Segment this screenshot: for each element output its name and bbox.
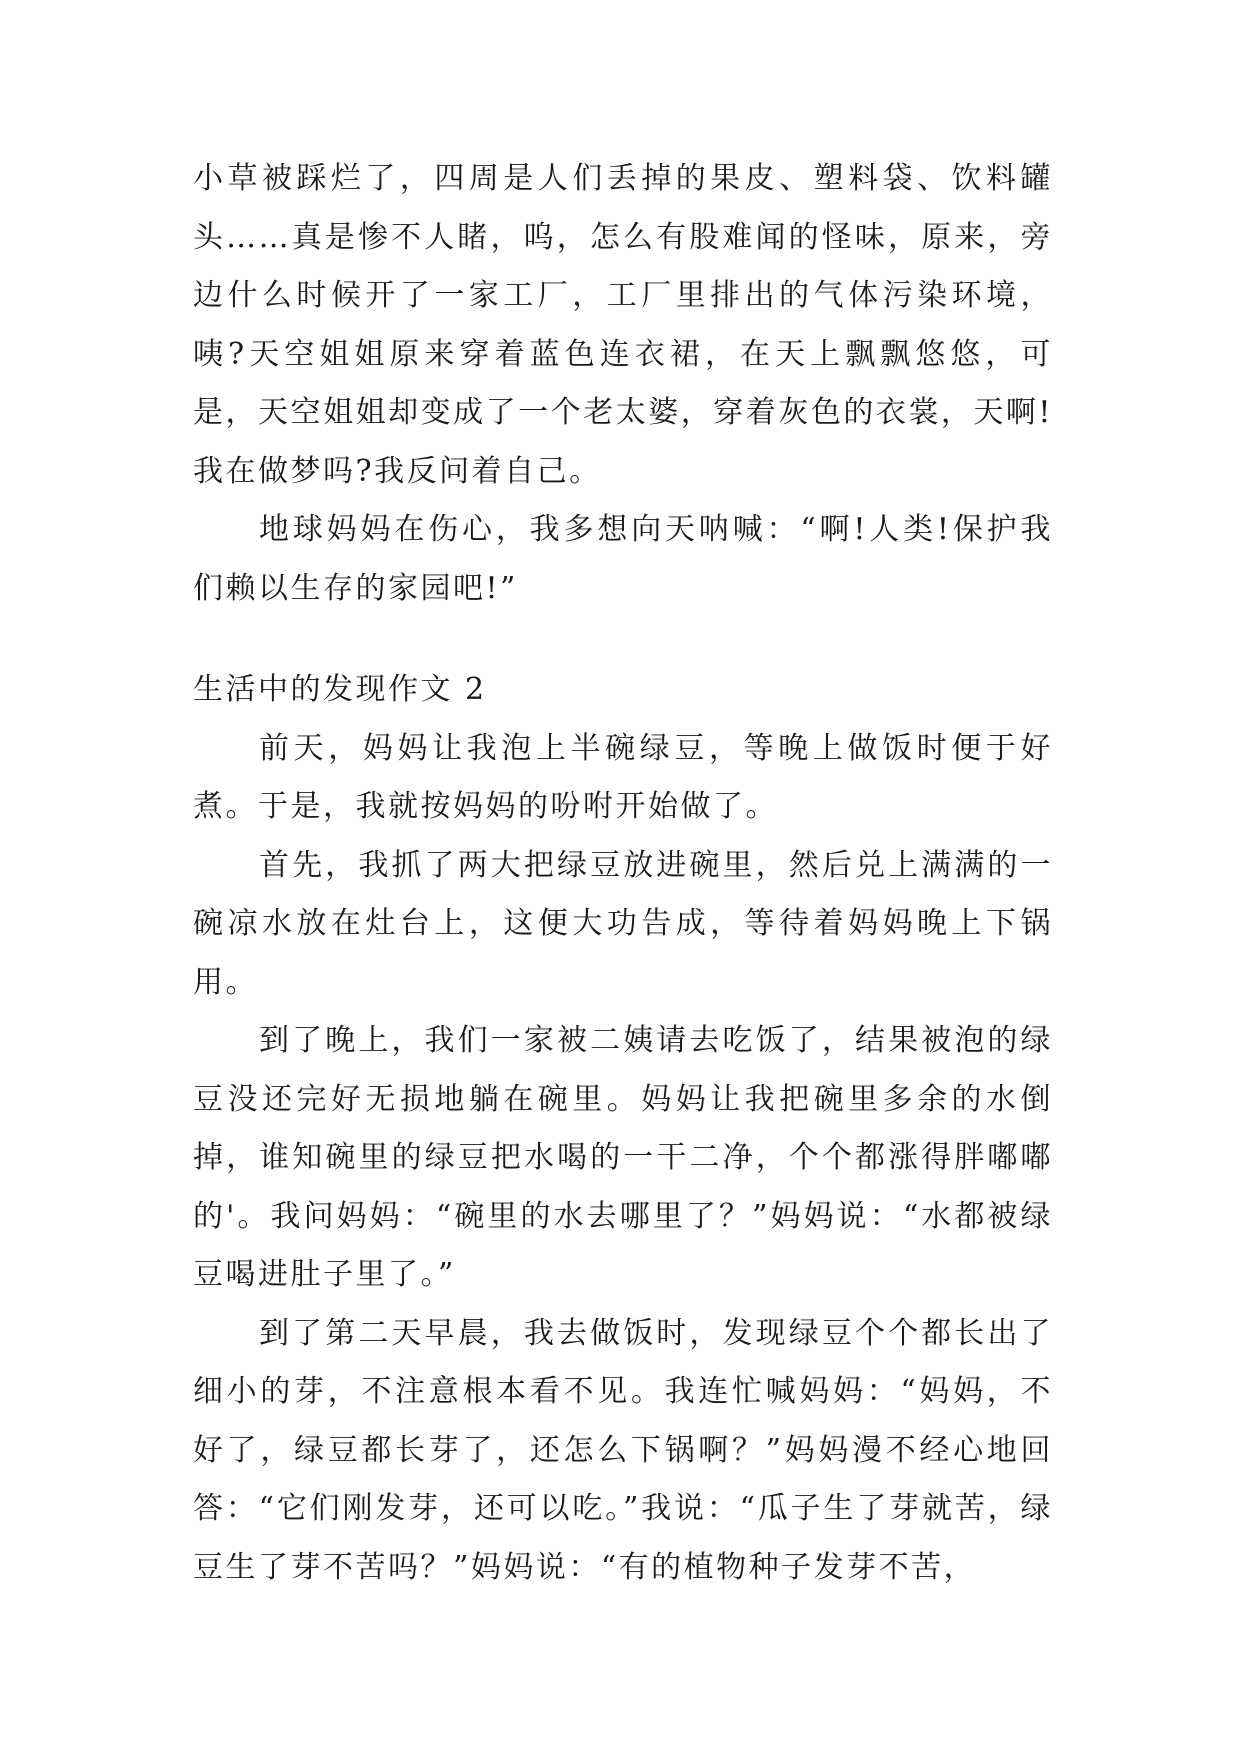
paragraph-continuation: 小草被踩烂了，四周是人们丢掉的果皮、塑料袋、饮料罐头……真是惨不人睹，呜，怎么有股难闻的怪味，原来，旁边什么时候开了一家工厂，工厂里排出的气体污染环境，咦?天空姐姐原来穿着蓝色连衣裙，在天上飘飘悠悠，可是，天空姐姐却变成了一个老太婆，穿着灰色的衣裳，天啊!我在做梦吗?我反问着自己。 xyxy=(193,161,1053,489)
paragraph-soak-beans: 前天，妈妈让我泡上半碗绿豆，等晚上做饭时便于好煮。于是，我就按妈妈的吩咐开始做了。 xyxy=(193,730,1053,824)
paragraph-next-morning: 到了第二天早晨，我去做饭时，发现绿豆个个都长出了细小的芽，不注意根本看不见。我连忙喊妈妈：“妈妈，不好了，绿豆都长芽了，还怎么下锅啊？”妈妈漫不经心地回答：“它们刚发芽，还可以吃。”我说：“瓜子生了芽就苦，绿豆生了芽不苦吗？”妈妈说：“有的植物种子发芽不苦， xyxy=(193,1315,1053,1585)
paragraph-evening: 到了晚上，我们一家被二姨请去吃饭了，结果被泡的绿豆没还完好无损地躺在碗里。妈妈让我把碗里多余的水倒掉，谁知碗里的绿豆把水喝的一干二净，个个都涨得胖嘟嘟的'。我问妈妈：“碗里的水去哪里了？”妈妈说：“水都被绿豆喝进肚子里了。” xyxy=(193,1023,1053,1292)
paragraph-first-step: 首先，我抓了两大把绿豆放进碗里，然后兑上满满的一碗凉水放在灶台上，这便大功告成，等待着妈妈晚上下锅用。 xyxy=(193,847,1053,1000)
document-page xyxy=(193,150,1053,1597)
section-title: 生活中的发现作文 2 xyxy=(193,672,487,707)
paragraph-earth-mother: 地球妈妈在伤心，我多想向天呐喊：“啊!人类!保护我们赖以生存的家园吧!” xyxy=(193,512,1053,606)
